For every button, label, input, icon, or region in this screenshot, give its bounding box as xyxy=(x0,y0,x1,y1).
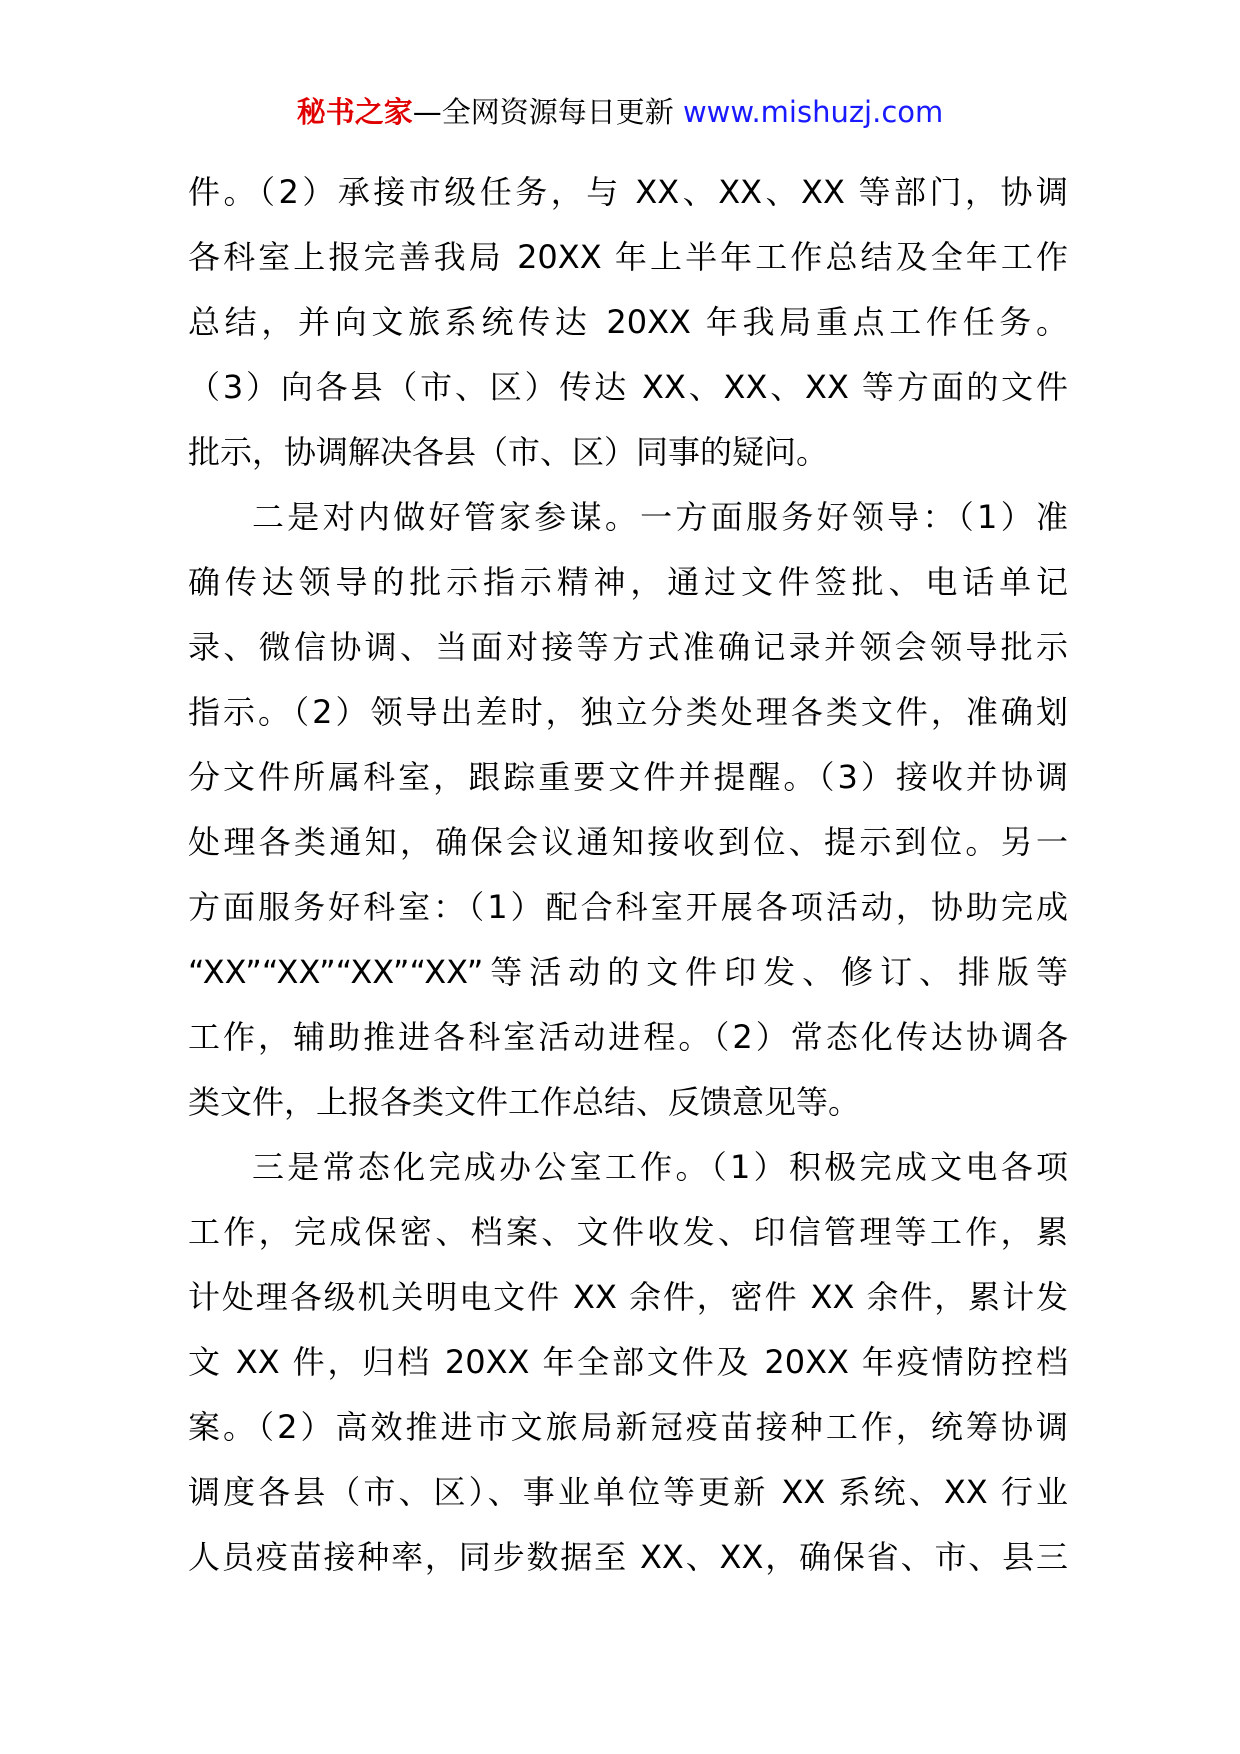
text-line: 处理各类通知，确保会议通知接收到位、提示到位。另一 xyxy=(188,823,1068,861)
paragraph-start-line: 二是对内做好管家参谋。一方面服务好领导：（1）准 xyxy=(252,498,1068,536)
text-line: 总结，并向文旅系统传达 20XX 年我局重点工作任务。 xyxy=(188,303,1068,341)
text-line: 类文件，上报各类文件工作总结、反馈意见等。 xyxy=(188,1083,861,1121)
text-line: 人员疫苗接种率，同步数据至 XX、XX，确保省、市、县三 xyxy=(188,1538,1068,1576)
text-line: 工作，辅助推进各科室活动进程。（2）常态化传达协调各 xyxy=(188,1018,1068,1056)
paragraph-start-line: 三是常态化完成办公室工作。（1）积极完成文电各项 xyxy=(252,1148,1068,1186)
text-line: 文 XX 件，归档 20XX 年全部文件及 20XX 年疫情防控档 xyxy=(188,1343,1068,1381)
text-line: 计处理各级机关明电文件 XX 余件，密件 XX 余件，累计发 xyxy=(188,1278,1068,1316)
text-line: 件。（2）承接市级任务，与 XX、XX、XX 等部门，协调 xyxy=(188,173,1068,211)
text-line: 指示。（2）领导出差时，独立分类处理各类文件，准确划 xyxy=(188,693,1068,731)
text-line: 确传达领导的批示指示精神，通过文件签批、电话单记 xyxy=(188,563,1068,601)
text-line: “XX”“XX”“XX”“XX”等活动的文件印发、修订、排版等 xyxy=(188,953,1068,991)
text-line: 调度各县（市、区）、事业单位等更新 XX 系统、XX 行业 xyxy=(188,1473,1068,1511)
text-line: 方面服务好科室：（1）配合科室开展各项活动，协助完成 xyxy=(188,888,1068,926)
document-body xyxy=(188,160,1068,1590)
text-line: 批示，协调解决各县（市、区）同事的疑问。 xyxy=(188,433,829,471)
text-line: 工作，完成保密、档案、文件收发、印信管理等工作，累 xyxy=(188,1213,1068,1251)
text-line: 录、微信协调、当面对接等方式准确记录并领会领导批示 xyxy=(188,628,1068,666)
text-line: 各科室上报完善我局 20XX 年上半年工作总结及全年工作 xyxy=(188,238,1068,276)
page-header xyxy=(0,92,1240,132)
text-line: 案。（2）高效推进市文旅局新冠疫苗接种工作，统筹协调 xyxy=(188,1408,1068,1446)
text-line: （3）向各县（市、区）传达 XX、XX、XX 等方面的文件 xyxy=(188,368,1068,406)
header-tagline: —全网资源每日更新 xyxy=(412,95,683,129)
brand-name: 秘书之家 xyxy=(296,95,413,129)
site-url-link[interactable]: www.mishuzj.com xyxy=(682,95,944,129)
text-line: 分文件所属科室，跟踪重要文件并提醒。（3）接收并协调 xyxy=(188,758,1068,796)
